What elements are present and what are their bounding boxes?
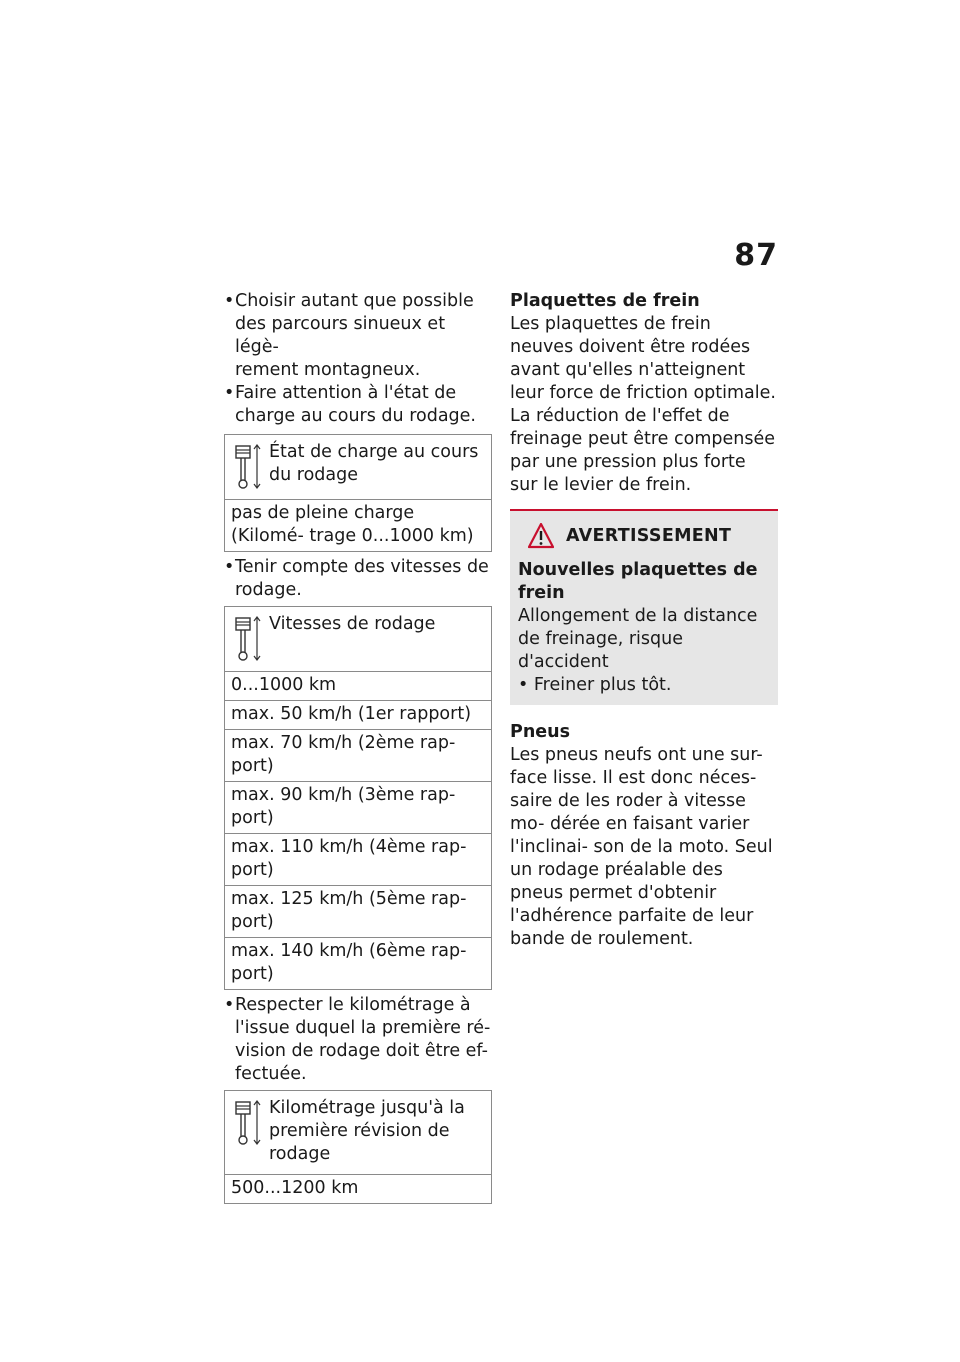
spec-row: max. 140 km/h (6ème rap- port) [231, 941, 467, 984]
spec-row: 0...1000 km [225, 672, 491, 701]
warning-box [510, 509, 778, 705]
spec-row: max. 125 km/h (5ème rap- port) [225, 886, 491, 938]
spec-row: max. 110 km/h (4ème rap- port) [225, 834, 491, 886]
bullet-line: charge au cours du rodage. [235, 406, 476, 426]
bullet-line: des parcours sinueux et légè- [235, 314, 446, 357]
warning-text: Allongement de la distance de freinage, risque d'accident [518, 606, 758, 672]
bullet-line: Tenir compte des vitesses de [235, 557, 489, 577]
page-number: 87 [734, 238, 778, 273]
piston-icon [231, 615, 261, 663]
tyres-paragraph: Les pneus neufs ont une sur- face lisse. Il est donc néces- saire de les roder à vitesse mo- dérée en faisant varier l'inclinai- son de la moto. Seul un rodage préalable des pneus permet d'obtenir l'adhérence parfaite de leur bande de roulement. [510, 745, 773, 949]
bullet-dot: • [224, 291, 235, 311]
warning-subtitle: Nouvelles plaquettes de frein [518, 560, 758, 603]
bullet-line: Choisir autant que possible [235, 291, 474, 311]
brakes-paragraph: Les plaquettes de frein neuves doivent être rodées avant qu'elles n'atteignent leur force de friction optimale. La réduction de l'effet de freinage peut être compensée par une pression plus forte sur le levier de frein. [510, 314, 776, 495]
spec-head-line: État de charge au cours [269, 442, 479, 462]
warning-action: • Freiner plus tôt. [518, 675, 672, 695]
bullet-line: rodage. [235, 580, 302, 600]
spec-row: max. 90 km/h (3ème rap- port) [225, 782, 491, 834]
warning-title: AVERTISSEMENT [566, 526, 732, 546]
bullet-item [224, 382, 492, 428]
bullet-line: Faire attention à l'état de [235, 383, 457, 403]
bullet-dot: • [224, 383, 235, 403]
spec-table-load-state [224, 434, 492, 552]
bullet-item [224, 556, 492, 602]
warning-triangle-icon [528, 523, 554, 549]
bullet-line: fectuée. [235, 1064, 307, 1084]
bullet-dot: • [224, 557, 235, 577]
spec-head-line: du rodage [269, 465, 358, 485]
spec-row: pas de pleine charge (Kilomé- trage 0...1000 km) [231, 503, 474, 546]
spec-row: 500...1200 km [231, 1178, 359, 1198]
spec-row: max. 50 km/h (1er rapport) [225, 701, 491, 730]
spec-head-line: Kilométrage jusqu'à la [269, 1098, 465, 1118]
spec-table-header [225, 1091, 491, 1175]
piston-icon [231, 1099, 261, 1147]
bullet-item [224, 994, 492, 1086]
bullet-item [224, 290, 492, 382]
spec-head-line: rodage [269, 1144, 331, 1164]
section-heading-brakes: Plaquettes de frein [510, 291, 700, 311]
bullet-line: vision de rodage doit être ef- [235, 1041, 488, 1061]
spec-row: max. 70 km/h (2ème rap- port) [225, 730, 491, 782]
left-column [224, 290, 492, 1208]
bullet-line: rement montagneux. [235, 360, 421, 380]
spec-table-speeds [224, 606, 492, 990]
spec-head-line: première révision de [269, 1121, 450, 1141]
spec-head-line: Vitesses de rodage [269, 614, 436, 634]
bullet-line: Respecter le kilométrage à [235, 995, 471, 1015]
section-heading-tyres: Pneus [510, 722, 571, 742]
spec-table-header [225, 607, 491, 672]
bullet-dot: • [224, 995, 235, 1015]
spec-table-first-service [224, 1090, 492, 1204]
bullet-line: l'issue duquel la première ré- [235, 1018, 491, 1038]
spec-table-header [225, 435, 491, 500]
right-column [510, 290, 778, 951]
warning-header [518, 523, 770, 549]
piston-icon [231, 443, 261, 491]
